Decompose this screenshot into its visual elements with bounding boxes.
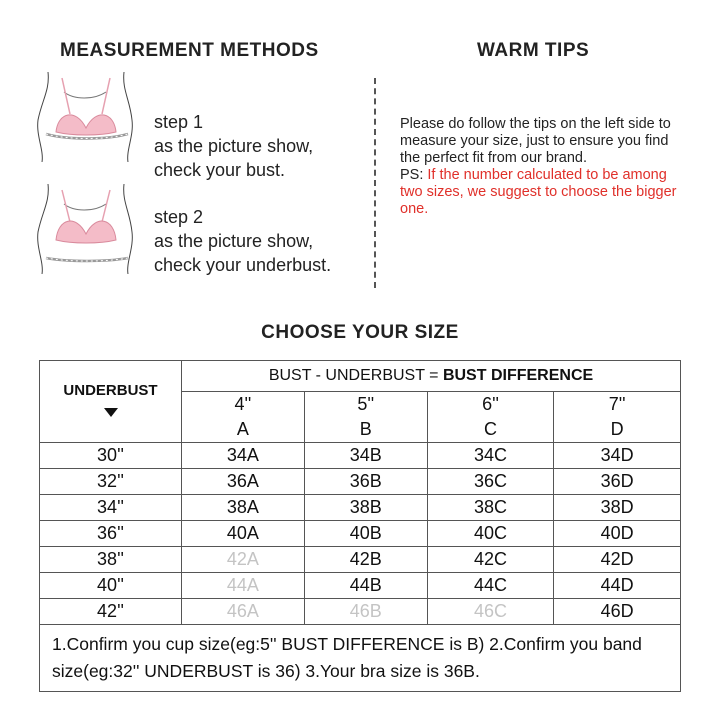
- table-row: [40, 521, 681, 547]
- instructions-note: 1.Confirm you cup size(eg:5'' BUST DIFFERENCE is B) 2.Confirm you band size(eg:32'' UNDERBUST is 36) 3.Your bra size is 36B.: [40, 625, 681, 692]
- underbust-header-cell: [40, 361, 182, 443]
- size-chart-table: [39, 360, 681, 692]
- size-cell: 38C: [427, 495, 554, 521]
- step-1-line2: check your bust.: [154, 160, 286, 180]
- table-row: [40, 495, 681, 521]
- section-divider: [374, 78, 376, 288]
- size-cell: 44A: [182, 573, 305, 599]
- table-row: [40, 469, 681, 495]
- size-cell: 34A: [182, 443, 305, 469]
- difference-cell: 6'': [427, 392, 554, 418]
- size-cell: 34B: [304, 443, 427, 469]
- size-cell: 38A: [182, 495, 305, 521]
- size-cell: 44C: [427, 573, 554, 599]
- difference-cell: 4'': [182, 392, 305, 418]
- size-cell: 40B: [304, 521, 427, 547]
- band-cell: 38'': [40, 547, 182, 573]
- size-cell: 46C: [427, 599, 554, 625]
- band-cell: 40'': [40, 573, 182, 599]
- size-cell: 46A: [182, 599, 305, 625]
- band-cell: 32'': [40, 469, 182, 495]
- table-row: [40, 443, 681, 469]
- size-cell: 42D: [554, 547, 681, 573]
- size-cell: 36B: [304, 469, 427, 495]
- warm-tips-text: [400, 116, 685, 218]
- size-cell: 36C: [427, 469, 554, 495]
- difference-header-bold: BUST DIFFERENCE: [442, 367, 594, 384]
- size-cell: 40D: [554, 521, 681, 547]
- band-cell: 34'': [40, 495, 182, 521]
- difference-cell: 7'': [554, 392, 681, 418]
- tips-ps-label: PS:: [400, 167, 428, 183]
- cup-cell: C: [427, 417, 554, 443]
- size-rows: [40, 443, 681, 625]
- size-cell: 36A: [182, 469, 305, 495]
- difference-header-cell: [182, 361, 681, 392]
- size-cell: 34D: [554, 443, 681, 469]
- tips-body: Please do follow the tips on the left side to measure your size, just to ensure you find the perfect fit from our brand.: [400, 116, 671, 166]
- step-1-line1: as the picture show,: [154, 136, 314, 156]
- size-cell: 36D: [554, 469, 681, 495]
- size-cell: 40C: [427, 521, 554, 547]
- size-cell: 42A: [182, 547, 305, 573]
- band-cell: 30'': [40, 443, 182, 469]
- difference-header-prefix: BUST - UNDERBUST =: [268, 367, 443, 384]
- size-cell: 42C: [427, 547, 554, 573]
- band-cell: 36'': [40, 521, 182, 547]
- step-2-text: [154, 205, 331, 277]
- cup-cell: D: [554, 417, 681, 443]
- difference-cell: 5'': [304, 392, 427, 418]
- warm-tips-title: WARM TIPS: [477, 40, 590, 61]
- size-cell: 38D: [554, 495, 681, 521]
- bust-measure-illustration: [28, 70, 138, 162]
- size-cell: 44B: [304, 573, 427, 599]
- underbust-measure-illustration: [28, 182, 138, 274]
- step-2-line1: as the picture show,: [154, 231, 314, 251]
- size-cell: 42B: [304, 547, 427, 573]
- size-cell: 34C: [427, 443, 554, 469]
- step-2-label: step 2: [154, 207, 204, 227]
- down-arrow-icon: [104, 408, 118, 417]
- tips-ps-text: If the number calculated to be among two sizes, we suggest to choose the bigger one.: [400, 167, 677, 217]
- size-cell: 44D: [554, 573, 681, 599]
- measurement-methods-title: MEASUREMENT METHODS: [60, 40, 319, 61]
- underbust-header: UNDERBUST: [63, 381, 158, 399]
- size-cell: 38B: [304, 495, 427, 521]
- step-1-text: [154, 110, 313, 182]
- size-cell: 46D: [554, 599, 681, 625]
- table-row: [40, 599, 681, 625]
- table-row: [40, 547, 681, 573]
- cup-cell: B: [304, 417, 427, 443]
- size-cell: 40A: [182, 521, 305, 547]
- cup-cell: A: [182, 417, 305, 443]
- size-cell: 46B: [304, 599, 427, 625]
- band-cell: 42'': [40, 599, 182, 625]
- choose-size-title: CHOOSE YOUR SIZE: [261, 322, 459, 343]
- step-1-label: step 1: [154, 112, 204, 132]
- step-2-line2: check your underbust.: [154, 255, 332, 275]
- table-row: [40, 573, 681, 599]
